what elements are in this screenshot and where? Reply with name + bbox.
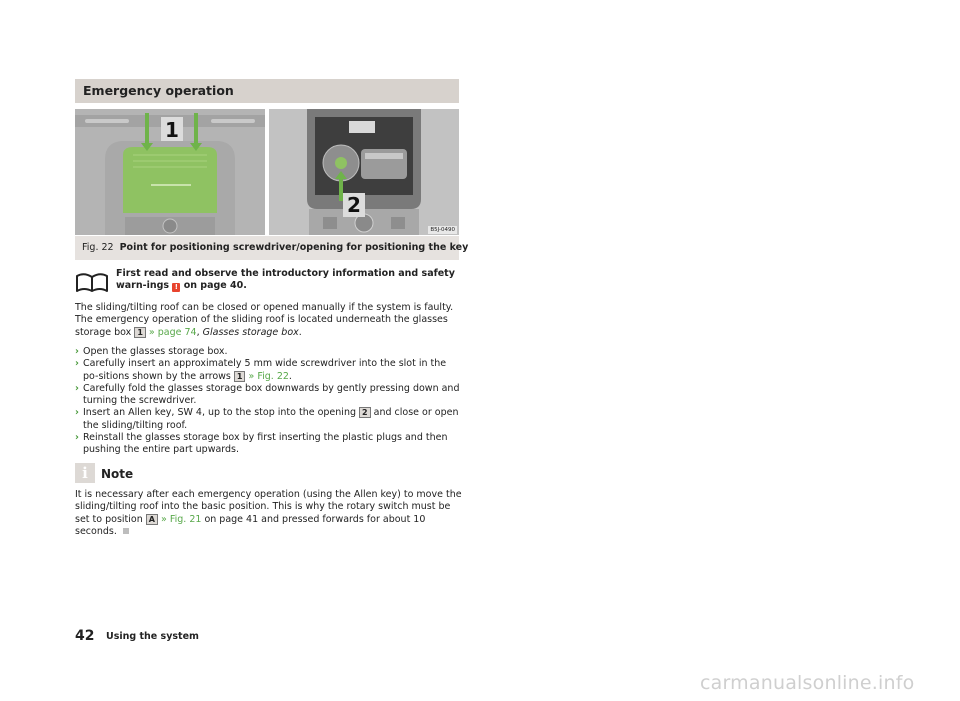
page-74-link[interactable]: » page 74 [148,326,197,338]
list-item [75,383,463,408]
note-text-end: on page 41 and pressed forwards for about 10 seconds. [75,513,426,537]
glasses-box-highlight [123,147,217,213]
note-paragraph [75,489,463,538]
figure-panel-screwdriver [75,109,265,235]
glasses-storage-box-ref: Glasses storage box [202,326,299,338]
roof-mechanism-illustration [269,109,459,235]
list-item [75,407,463,432]
chevron-right-icon: › [75,346,79,357]
steps-list [75,346,463,457]
book-icon [75,272,109,294]
step-text: Carefully fold the glasses storage box downwards by gently pressing down and turning the screwdriver. [83,382,460,407]
warning-text-page: on page 40. [183,280,247,291]
figure-caption [75,236,469,260]
chevron-right-icon: › [75,432,79,444]
ref-box-2: 2 [359,407,371,418]
ref-box-1: 1 [134,327,146,338]
fig-22-link[interactable]: » Fig. 22 [248,370,289,382]
figure-label-2: 2 [347,193,361,217]
figure-number: Fig. 22 [82,242,114,253]
ref-box-a: A [146,514,158,525]
section-title: Emergency operation [75,79,459,103]
fig-21-link[interactable]: » Fig. 21 [161,513,202,525]
page-number: 42 [75,628,95,644]
intro-separator: , [196,326,200,338]
end-mark-icon [123,528,129,534]
step-text: Open the glasses storage box. [83,346,228,357]
note-text: It is necessary after each emergency operation (using the Allen key) to move the sliding/tilting roof into the basic position. This is why the rotary switch must be set to position [75,489,462,525]
note-heading: Note [101,467,134,481]
page-section-title: Using the system [106,631,199,642]
watermark: carmanualsonline.info [700,672,915,694]
step-text: Reinstall the glasses storage box by first inserting the plastic plugs and then pushing the entire part upwards. [83,432,448,456]
step-text-after: and close or open the sliding/tilting roof. [83,407,459,431]
figure-code: B5J-0490 [430,227,455,233]
chevron-right-icon: › [75,407,79,419]
info-icon: i [75,463,95,483]
step-text: Insert an Allen key, SW 4, up to the stop into the opening [83,407,356,419]
chevron-right-icon: › [75,382,79,394]
figure-22 [75,109,459,235]
intro-text: The sliding/tilting roof can be closed or opened manually if the system is faulty. The emergency operation of the sliding roof is located underneath the glasses storage box [75,302,454,338]
warning-text-main: First read and observe the introductory information and safety warn-ings [116,268,455,291]
intro-paragraph [75,302,463,339]
ref-box-1: 1 [234,371,246,382]
step-end: . [288,370,292,382]
figure-title: Point for positioning screwdriver/opening for positioning the key [119,242,469,253]
list-item [75,346,463,358]
figure-label-1: 1 [165,118,179,142]
intro-end: . [298,326,302,338]
glasses-box-illustration [75,109,265,235]
list-item [75,358,463,383]
warning-marker-icon: ! [172,283,180,292]
chevron-right-icon: › [75,358,79,370]
warning-text [116,268,462,292]
figure-panel-opening [269,109,459,235]
list-item [75,432,463,457]
step-text: Carefully insert an approximately 5 mm wide screwdriver into the slot in the po-sitions shown by the arrows [83,358,447,382]
